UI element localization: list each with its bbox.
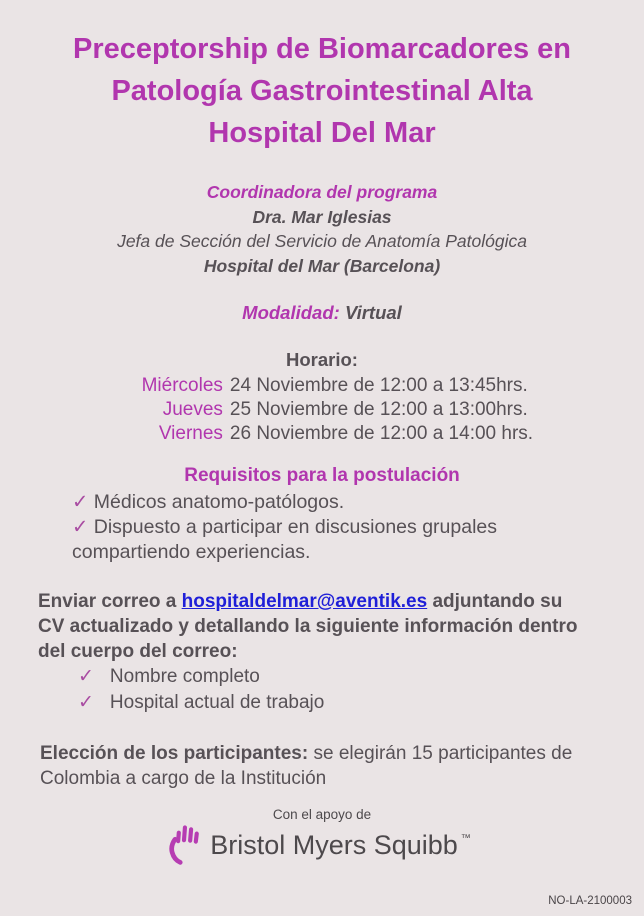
application-instructions	[38, 589, 592, 664]
application-text-before: Enviar correo a	[38, 591, 182, 612]
modality-label: Modalidad:	[242, 302, 340, 323]
trademark-symbol: ™	[460, 833, 471, 844]
selection-label: Elección de los participantes:	[40, 743, 309, 764]
application-item	[78, 664, 644, 690]
modality-line	[0, 302, 644, 324]
schedule-detail: 25 Noviembre de 12:00 a 13:00hrs.	[229, 399, 528, 420]
schedule-row	[111, 398, 533, 422]
bms-logo	[0, 823, 644, 865]
selection-text: se elegirán 15 participantes de Colombia a cargo de la Institución	[40, 743, 573, 789]
application-text-after: adjuntando su CV actualizado y detallando la siguiente información dentro del cuerpo del correo:	[38, 591, 578, 662]
flyer-page	[0, 28, 644, 907]
brand-name: Bristol Myers Squibb	[210, 830, 458, 860]
application-item-text: Hospital actual de trabajo	[109, 691, 325, 713]
title-line-2: Patología Gastrointestinal Alta	[111, 75, 533, 107]
schedule-day: Jueves	[162, 399, 223, 420]
schedule-section	[0, 348, 644, 446]
schedule-heading: Horario:	[286, 349, 358, 370]
coordinator-role: Jefa de Sección del Servicio de Anatomía Patológica	[117, 231, 527, 251]
approval-code: NO-LA-2100003	[548, 895, 632, 907]
bms-hand-icon	[167, 823, 201, 865]
check-icon: ✓	[78, 666, 94, 687]
schedule-row	[111, 422, 533, 446]
requirement-item	[72, 490, 596, 515]
email-link[interactable]: hospitaldelmar@aventik.es	[181, 591, 428, 612]
footer	[0, 807, 644, 865]
requirement-item	[72, 515, 596, 565]
modality-value: Virtual	[344, 302, 402, 323]
schedule-day: Miércoles	[141, 375, 223, 396]
requirement-text: Dispuesto a participar en discusiones grupales compartiendo experiencias.	[72, 516, 497, 563]
application-checklist	[78, 664, 644, 715]
check-icon: ✓	[72, 516, 89, 538]
check-icon: ✓	[72, 491, 89, 513]
schedule-row	[111, 374, 533, 398]
page-title	[24, 28, 620, 154]
application-item	[78, 690, 644, 716]
title-line-3: Hospital Del Mar	[208, 117, 436, 149]
schedule-detail: 24 Noviembre de 12:00 a 13:45hrs.	[229, 375, 528, 396]
support-text: Con el apoyo de	[272, 807, 372, 822]
schedule-rows	[111, 374, 533, 446]
requirements-list	[72, 490, 596, 565]
schedule-detail: 26 Noviembre de 12:00 a 14:00 hrs.	[229, 423, 534, 444]
coordinator-section	[0, 180, 644, 278]
requirements-heading: Requisitos para la postulación	[184, 465, 460, 486]
coordinator-institution: Hospital del Mar (Barcelona)	[203, 255, 441, 276]
requirement-text: Médicos anatomo-patólogos.	[93, 491, 345, 513]
check-icon: ✓	[78, 691, 94, 713]
application-item-text: Nombre completo	[109, 666, 260, 687]
schedule-day: Viernes	[158, 423, 223, 444]
coordinator-name: Dra. Mar Iglesias	[252, 206, 392, 227]
title-line-1: Preceptorship de Biomarcadores en	[73, 33, 571, 65]
coordinator-heading: Coordinadora del programa	[206, 182, 438, 202]
selection-paragraph	[40, 741, 592, 791]
